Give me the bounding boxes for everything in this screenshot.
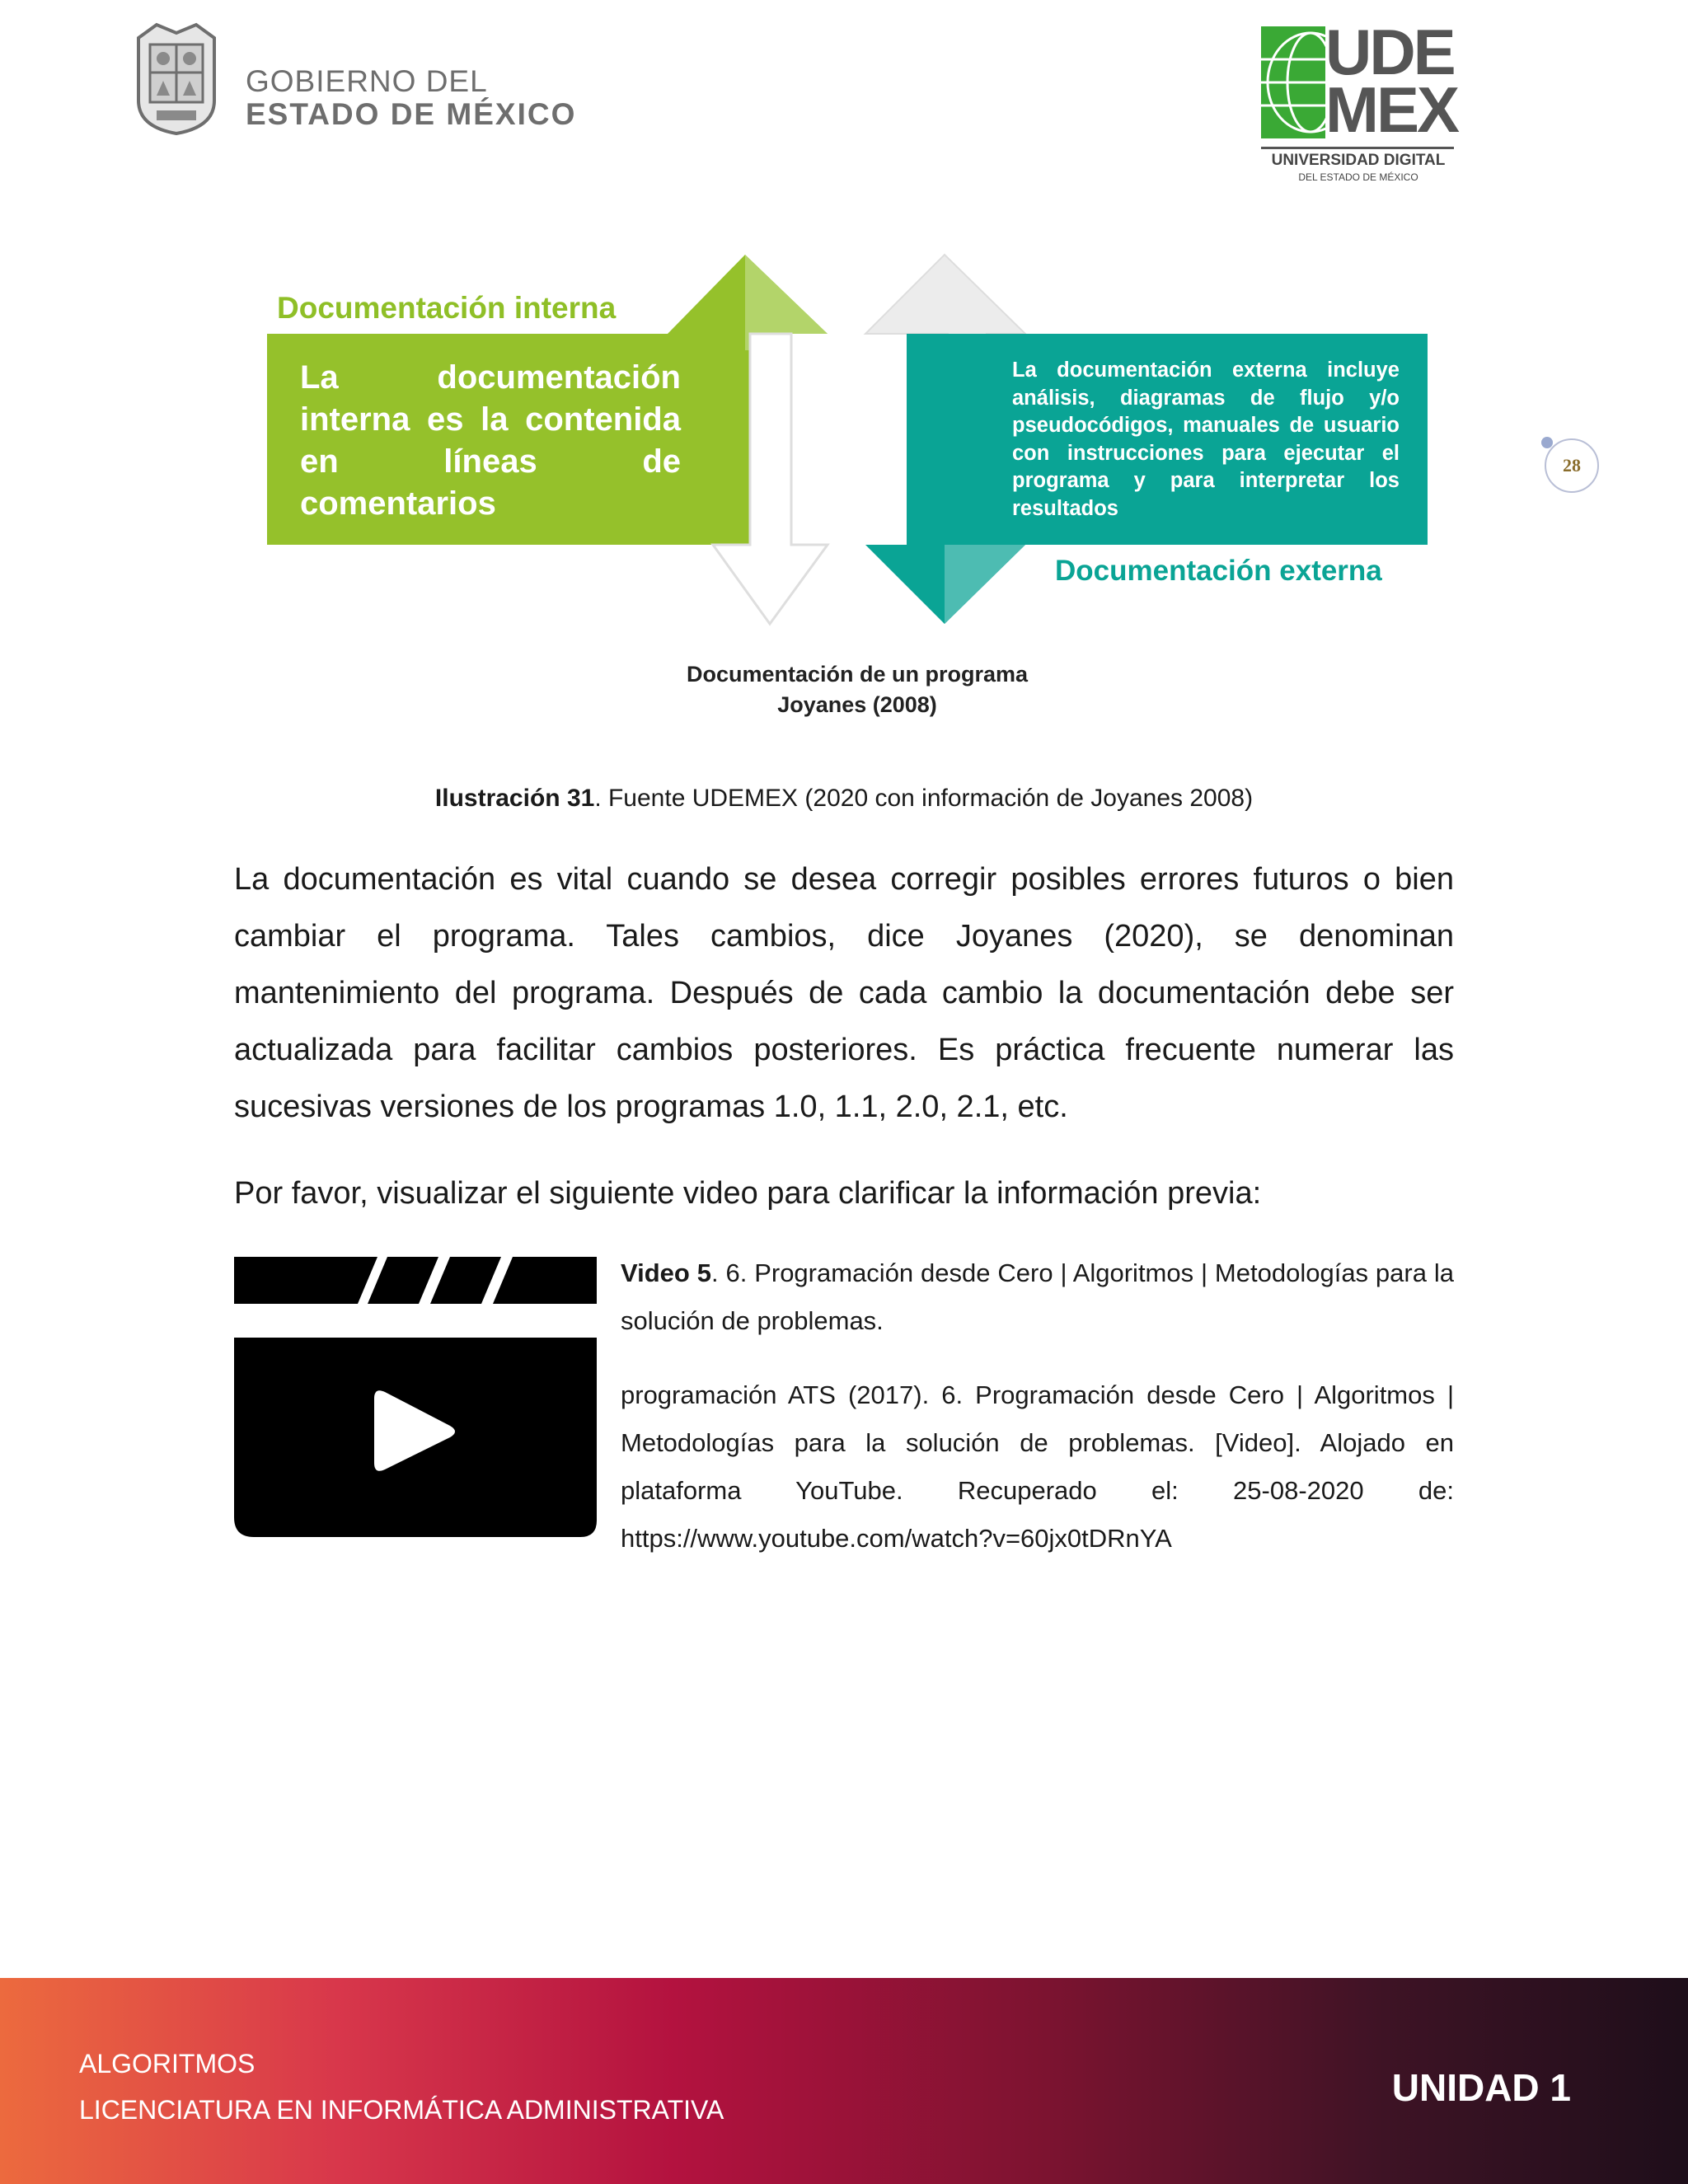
state-seal-icon (132, 21, 221, 135)
logo-divider (1261, 147, 1454, 149)
udemex-logo (1259, 16, 1458, 192)
external-doc-title: Documentación externa (1055, 555, 1382, 587)
video-reference (621, 1371, 1454, 1563)
figure-caption (0, 785, 1688, 813)
page-number-badge (1545, 438, 1599, 493)
footer-unit: UNIDAD 1 (1391, 2066, 1571, 2109)
globe-icon (1261, 26, 1325, 138)
external-doc-text: La documentación externa incluye análisis, diagramas de flujo y/o pseudocódigos, manuales de usuario con instrucciones para ejecutar el programa y para interpretar los resultados (1012, 359, 1400, 520)
udemex-subtitle-line1: UNIVERSIDAD DIGITAL (1271, 152, 1446, 169)
gobierno-estado-mexico-logo (132, 21, 602, 137)
video-reference-text: programación ATS (2017). 6. Programación desde Cero | Algoritmos | Metodologías para la solución de problemas. [Video]. Alojado en plataforma YouTube. Recuperado el: 25-08-2020 de: (621, 1380, 1454, 1505)
internal-doc-text: La documentación interna es la contenida en líneas de comentarios (300, 359, 681, 522)
footer-program: LICENCIATURA EN INFORMÁTICA ADMINISTRATIVA (79, 2095, 724, 2125)
clapperboard-play-icon[interactable] (234, 1257, 597, 1537)
teal-down-arrow-highlight (945, 545, 1025, 624)
documentation-diagram (264, 251, 1434, 729)
video-label: Video 5 (621, 1258, 711, 1287)
gov-name-line2: ESTADO DE MÉXICO (246, 97, 577, 131)
diagram-caption-line1: Documentación de un programa (686, 662, 1029, 687)
internal-doc-title: Documentación interna (277, 291, 617, 325)
udemex-name-line1: UDE (1325, 16, 1454, 88)
body-paragraph-1: La documentación es vital cuando se desea corregir posibles errores futuros o bien cambiar el programa. Tales cambios, dice Joyanes (2020), se denominan mantenimiento del programa. Después de cada cambio la documentación debe ser actualizada para facilitar cambios posteriores. Es práctica frecuente numerar las sucesivas versiones de los programas 1.0, 1.1, 2.0, 2.1, etc. (234, 862, 1454, 1124)
diagram-caption-line2: Joyanes (2008) (777, 692, 937, 717)
gov-name-line1: GOBIERNO DEL (246, 64, 488, 98)
udemex-name-line2: MEX (1325, 73, 1458, 146)
figure-label: Ilustración 31 (434, 785, 595, 812)
video-title (621, 1249, 1454, 1345)
body-paragraph-2: Por favor, visualizar el siguiente video para clarificar la información previa: (234, 1176, 1262, 1211)
footer-band (0, 1978, 1688, 2184)
udemex-subtitle-line2: DEL ESTADO DE MÉXICO (1298, 171, 1418, 183)
video-url-link[interactable]: https://www.youtube.com/watch?v=60jx0tDRnYA (621, 1524, 1172, 1553)
page-number: 28 (1563, 455, 1581, 476)
video-title-text: . 6. Programación desde Cero | Algoritmos | Metodologías para la solución de problemas. (621, 1258, 1454, 1335)
footer-course: ALGORITMOS (79, 2049, 256, 2079)
figure-caption-text: . Fuente UDEMEX (2020 con información de Joyanes 2008) (594, 785, 1254, 812)
badge-dot (1541, 437, 1553, 448)
